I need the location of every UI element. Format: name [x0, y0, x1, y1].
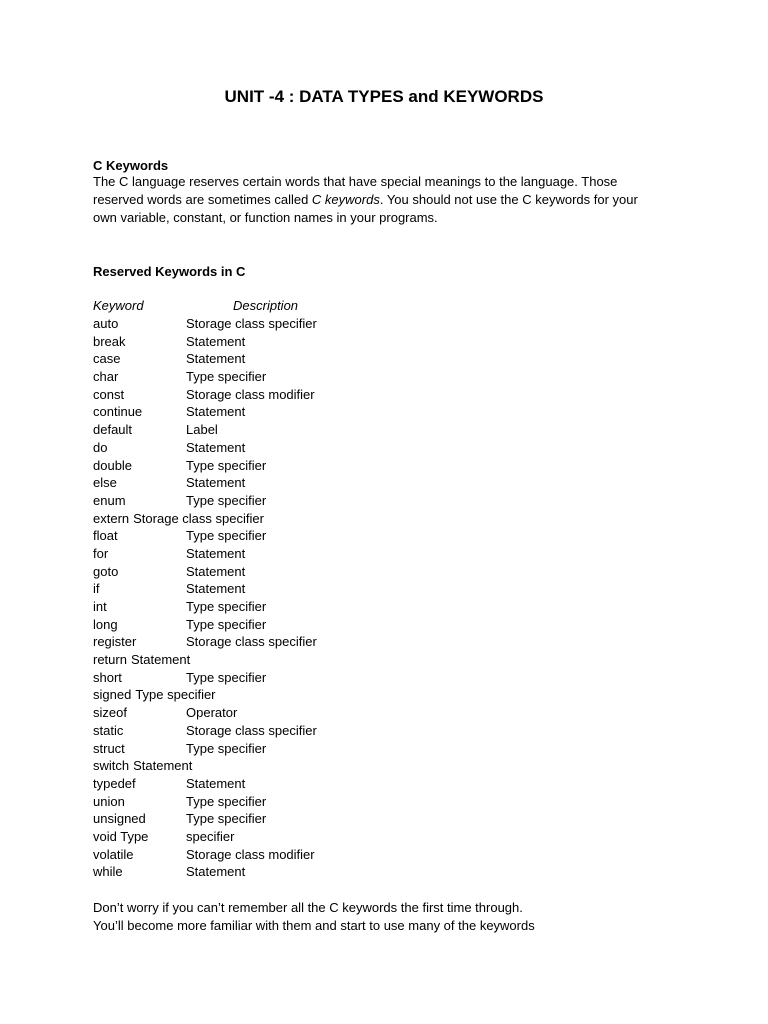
keyword-cell: extern — [93, 510, 130, 526]
intro-line-text: . You should not use the C keywords for your — [379, 192, 638, 207]
section-heading-reserved-keywords: Reserved Keywords in C — [93, 264, 246, 279]
description-cell: Statement — [130, 652, 191, 668]
keyword-cell: int — [93, 599, 107, 614]
intro-line: The C language reserves certain words that have special meanings to the language. Those — [93, 174, 618, 189]
table-row — [93, 810, 493, 828]
description-cell: Type specifier — [186, 528, 267, 544]
description-cell: Storage class modifier — [186, 846, 315, 862]
description-cell: Statement — [186, 581, 246, 597]
description-cell: Statement — [186, 351, 246, 367]
description-cell: Storage class specifier — [186, 316, 317, 331]
table-row — [93, 793, 493, 811]
description-cell: Type specifier — [186, 492, 267, 508]
description-cell: Statement — [186, 775, 246, 791]
description-cell: Statement — [186, 545, 246, 561]
description-cell: Type specifier — [186, 793, 267, 809]
intro-line-emphasis: C keywords — [311, 192, 380, 207]
description-cell: Statement — [133, 758, 193, 774]
table-row — [93, 350, 493, 368]
description-cell: Type specifier — [186, 599, 267, 614]
keyword-table-body — [93, 315, 493, 881]
keyword-cell: if — [93, 581, 100, 597]
description-cell: Type specifier — [186, 669, 267, 685]
table-row — [93, 545, 493, 563]
table-row — [93, 846, 493, 864]
table-row — [93, 828, 493, 846]
table-row — [93, 669, 493, 687]
table-row — [93, 368, 493, 386]
keyword-cell: union — [93, 793, 125, 809]
keyword-cell: signed — [93, 687, 132, 703]
table-row — [93, 757, 493, 775]
closing-line: You’ll become more familiar with them and start to use many of the keywords — [93, 918, 535, 933]
table-row — [93, 421, 493, 439]
intro-paragraph — [93, 173, 713, 227]
table-row — [93, 333, 493, 351]
table-row — [93, 633, 493, 651]
description-cell: Type specifier — [186, 740, 267, 756]
table-row — [93, 403, 493, 421]
description-cell: Operator — [186, 705, 238, 721]
table-row — [93, 386, 493, 404]
keyword-cell: struct — [93, 740, 125, 756]
table-row — [93, 457, 493, 475]
keyword-table-header — [93, 297, 493, 315]
description-cell: Statement — [186, 864, 246, 880]
table-row — [93, 598, 493, 616]
description-cell: Statement — [186, 333, 246, 349]
table-row — [93, 563, 493, 581]
keyword-cell: double — [93, 457, 133, 473]
description-cell: Type specifier — [186, 457, 267, 473]
keyword-cell: typedef — [93, 775, 136, 791]
keyword-cell: float — [93, 528, 118, 544]
keyword-cell: continue — [93, 404, 143, 420]
keyword-cell: void Type — [93, 828, 149, 844]
keyword-cell: long — [93, 616, 118, 632]
description-cell: Storage class specifier — [133, 510, 264, 526]
keyword-cell: switch — [93, 758, 130, 774]
table-row — [93, 527, 493, 545]
table-row — [93, 580, 493, 598]
keyword-cell: default — [93, 422, 133, 438]
table-row — [93, 651, 493, 669]
keyword-cell: enum — [93, 492, 126, 508]
keyword-cell: auto — [93, 316, 119, 331]
table-row — [93, 722, 493, 740]
closing-line: Don’t worry if you can’t remember all the C keywords the first time through. — [93, 900, 523, 915]
description-cell: Statement — [186, 563, 246, 579]
closing-paragraph — [93, 899, 713, 935]
intro-line-text: reserved words are sometimes called — [93, 192, 312, 207]
description-cell: Statement — [186, 475, 246, 491]
keyword-cell: short — [93, 669, 122, 685]
keyword-cell: case — [93, 351, 121, 367]
keyword-cell: for — [93, 545, 109, 561]
description-cell: Statement — [186, 439, 246, 455]
table-row — [93, 315, 493, 333]
table-row — [93, 704, 493, 722]
keyword-cell: while — [93, 864, 123, 880]
intro-line: own variable, constant, or function names in your programs. — [93, 210, 438, 225]
intro-line — [93, 191, 713, 209]
table-row — [93, 863, 493, 881]
keyword-cell: register — [93, 634, 137, 650]
description-cell: Storage class specifier — [186, 634, 317, 650]
table-row — [93, 740, 493, 758]
document-title: UNIT -4 : DATA TYPES and KEYWORDS — [224, 87, 544, 106]
description-cell: specifier — [186, 828, 235, 844]
table-row — [93, 686, 493, 704]
keyword-cell: break — [93, 333, 126, 349]
section-heading-c-keywords: C Keywords — [93, 158, 169, 173]
table-row — [93, 616, 493, 634]
description-cell: Type specifier — [186, 369, 267, 385]
description-cell: Type specifier — [186, 616, 267, 632]
description-cell: Type specifier — [186, 811, 267, 827]
column-header-description: Description — [233, 298, 299, 313]
keyword-cell: return — [93, 652, 127, 668]
table-row — [93, 474, 493, 492]
table-row — [93, 510, 493, 528]
column-header-keyword: Keyword — [93, 298, 144, 313]
keyword-cell: do — [93, 439, 108, 455]
description-cell: Label — [186, 422, 218, 438]
description-cell: Storage class modifier — [186, 386, 315, 402]
keyword-cell: unsigned — [93, 811, 146, 827]
keyword-cell: else — [93, 475, 117, 491]
keyword-cell: const — [93, 386, 125, 402]
description-cell: Statement — [186, 404, 246, 420]
keyword-cell: static — [93, 722, 124, 738]
keyword-cell: char — [93, 369, 119, 385]
table-row — [93, 492, 493, 510]
table-row — [93, 439, 493, 457]
description-cell: Storage class specifier — [186, 722, 317, 738]
keyword-cell: sizeof — [93, 705, 127, 721]
keyword-cell: goto — [93, 563, 119, 579]
keyword-cell: volatile — [93, 846, 134, 862]
description-cell: Type specifier — [135, 687, 216, 703]
table-row — [93, 775, 493, 793]
